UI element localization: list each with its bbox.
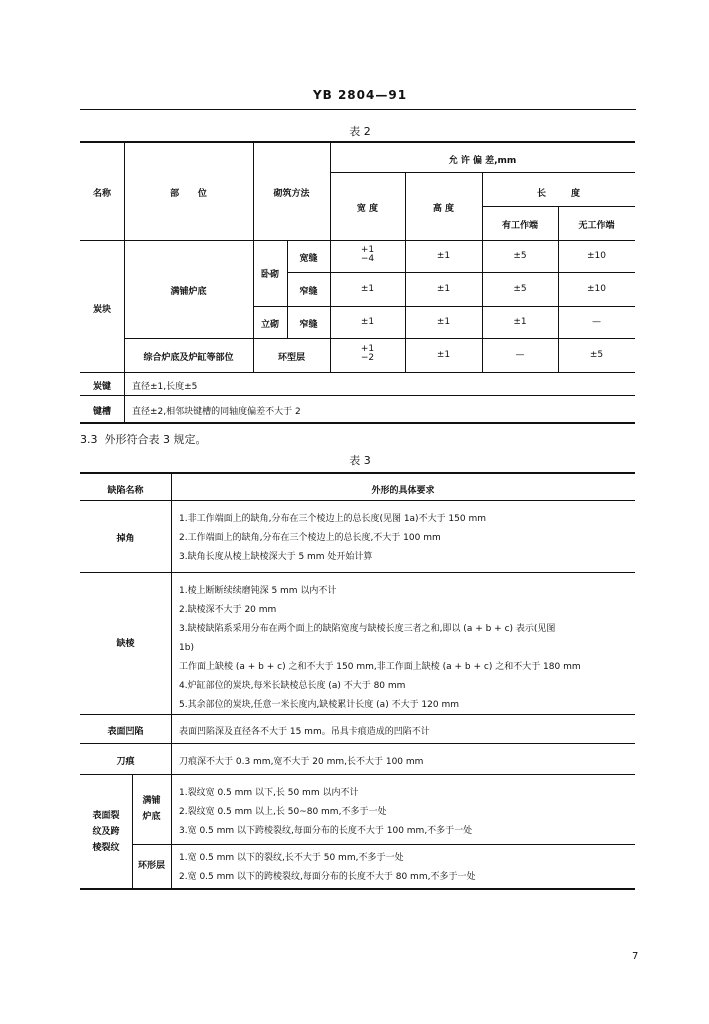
ring-label: 环型层	[277, 353, 305, 363]
row1-with: ±5	[513, 251, 527, 261]
row1-width: +1 −4	[360, 245, 375, 264]
row3-with: ±1	[513, 317, 527, 327]
slot-label: 键槽	[92, 407, 111, 417]
key-label: 炭键	[92, 382, 111, 392]
col-method: 砌筑方法	[273, 189, 310, 199]
narrow-joint-label: 窄缝	[299, 287, 318, 297]
section-3-3: 3.3 外形符合表 3 规定。	[80, 433, 207, 446]
row3-height: ±1	[436, 317, 451, 327]
row4-without: ±5	[589, 350, 604, 360]
edge-items: 1.棱上断断续续磨钝深 5 mm 以内不计 2.缺棱深不大于 20 mm 3.缺棱缺陷系采用分布在两个面上的缺陷宽度与缺棱长度三者之和,即以 (a + b + c) 表示(见图 1b) 工作面上缺棱 (a + b + c) 之和不大于 150 mm,非工作面上缺棱 (a + b + c) 之和不大于 180 mm 4.炉缸部位的炭块,每米长缺棱总长度 (a) 不大于 80 mm 5.其余部位的炭块,任意一米长度内,缺棱累计长度 (a) 不大于 120 mm	[179, 586, 581, 710]
col-tolerance: 允 许 偏 差,mm	[448, 156, 517, 166]
row2-width: ±1	[360, 284, 375, 294]
dent-text: 表面凹陷深及直径各不大于 15 mm。吊具卡痕造成的凹陷不计	[179, 727, 430, 737]
row2-with: ±5	[513, 284, 527, 294]
row2-height: ±1	[436, 284, 451, 294]
crack-label: 表面裂 纹及跨 棱裂纹	[92, 811, 120, 853]
row3-without: —	[592, 317, 601, 327]
col-name: 名称	[92, 189, 111, 199]
table2-caption: 表 2	[349, 125, 371, 138]
edge-label: 缺棱	[116, 639, 135, 649]
wide-joint-label: 宽缝	[299, 254, 318, 264]
full-bottom-items: 1.裂纹宽 0.5 mm 以下,长 50 mm 以内不计 2.裂纹宽 0.5 mm 以上,长 50~80 mm,不多于一处 3.宽 0.5 mm 以下跨棱裂纹,每面分布的长度不大于 100 mm,不多于一处	[179, 788, 473, 836]
col-with-end: 有工作端	[501, 221, 538, 231]
full-bottom-label: 满铺 炉底	[142, 796, 161, 822]
row4-width: +1 −2	[360, 344, 375, 363]
dent-label: 表面凹陷	[107, 727, 144, 737]
page-number: 7	[632, 951, 639, 962]
col-height: 高 度	[432, 204, 455, 214]
scratch-text: 刀痕深不大于 0.3 mm,宽不大于 20 mm,长不大于 100 mm	[179, 757, 424, 767]
narrow-joint-label-2: 窄缝	[299, 320, 318, 330]
slot-text: 直径±2,相邻块键槽的同轴度偏差不大于 2	[132, 407, 301, 417]
key-text: 直径±1,长度±5	[132, 382, 198, 392]
scratch-label: 刀痕	[116, 757, 135, 767]
ring-layer-items: 1.宽 0.5 mm 以下的裂纹,长不大于 50 mm,不多于一处 2.宽 0.5 mm 以下的跨棱裂纹,每面分布的长度不大于 80 mm,不多于一处	[179, 853, 476, 882]
row1-without: ±10	[587, 251, 606, 261]
standing-label: 立砌	[260, 320, 279, 330]
table3-caption: 表 3	[349, 454, 371, 467]
col-part: 部 位	[170, 189, 207, 199]
row4-with: —	[515, 350, 525, 360]
row1-height: ±1	[436, 251, 451, 261]
header-rule	[80, 109, 636, 110]
col-without-end: 无工作端	[578, 221, 615, 231]
ring-layer-label: 环形层	[137, 861, 165, 871]
corner-items: 1.非工作端面上的缺角,分布在三个棱边上的总长度(见图 1a)不大于 150 mm 2.工作端面上的缺角,分布在三个棱边上的总长度,不大于 100 mm 3.缺角长度从棱上缺棱深大于 5 mm 处开始计算	[179, 514, 487, 562]
composite-label: 综合炉底及炉缸等部位	[143, 353, 234, 363]
col-width: 宽 度	[356, 204, 379, 214]
row2-without: ±10	[587, 284, 606, 294]
t3-col-req: 外形的具体要求	[371, 486, 435, 496]
brick-label: 炭块	[92, 305, 111, 315]
corner-label: 掉角	[116, 534, 135, 544]
furnace-bottom-label: 满铺炉底	[170, 287, 207, 297]
row4-height: ±1	[436, 350, 451, 360]
lying-label: 卧砌	[260, 270, 279, 280]
t3-col-name: 缺陷名称	[107, 486, 144, 496]
standard-number: YB 2804—91	[312, 88, 408, 102]
col-length: 长 度	[536, 189, 581, 199]
row3-width: ±1	[360, 317, 375, 327]
